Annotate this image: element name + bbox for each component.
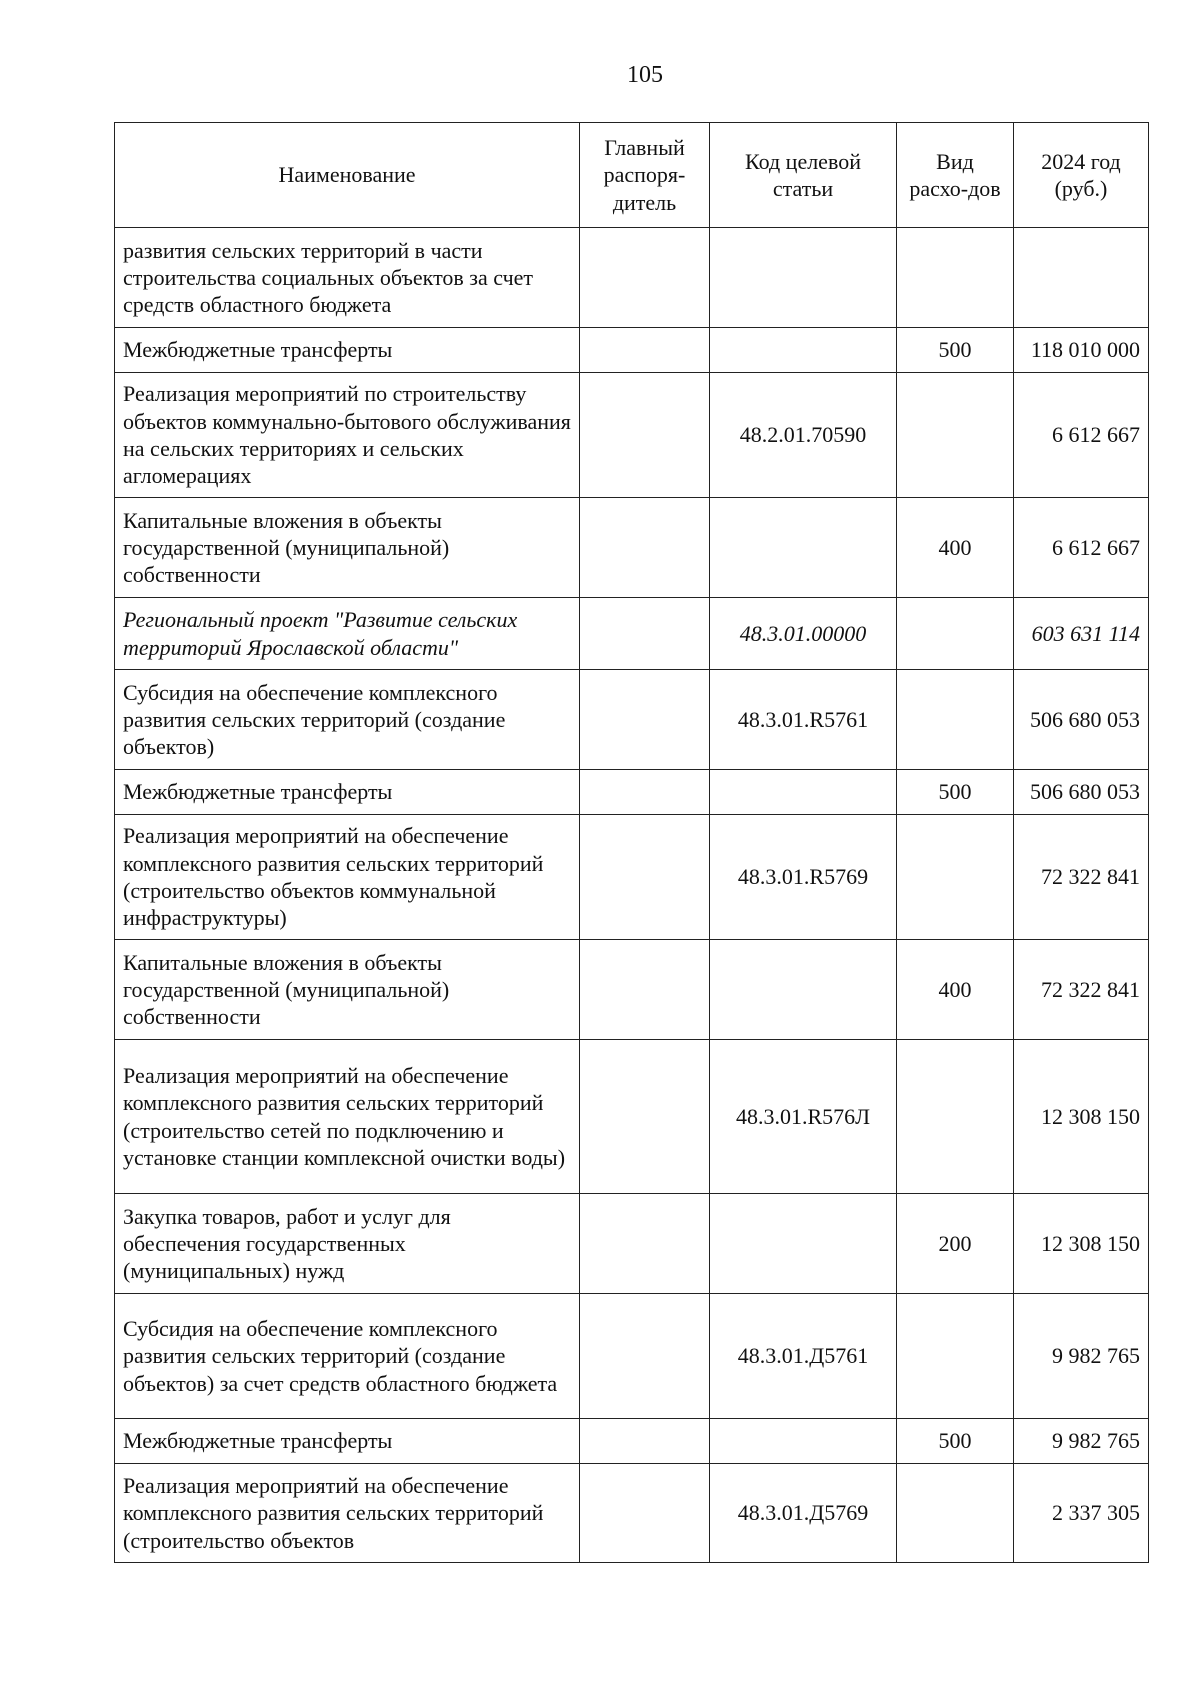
row-name: развития сельских территорий в части строительства социальных объектов за счет средств областного бюджета [115, 228, 580, 328]
row-admin [580, 1194, 710, 1294]
row-code [710, 1194, 897, 1294]
table-row [115, 770, 1149, 815]
row-amount: 6 612 667 [1014, 373, 1149, 498]
header-code: Код целевой статьи [710, 123, 897, 228]
table-row [115, 1294, 1149, 1419]
row-type [897, 1040, 1014, 1194]
row-name: Реализация мероприятий на обеспечение комплексного развития сельских территорий (строительство объектов коммунальной инфраструктуры) [115, 815, 580, 940]
row-admin [580, 670, 710, 770]
table-row [115, 598, 1149, 670]
row-admin [580, 228, 710, 328]
row-code [710, 228, 897, 328]
row-code [710, 328, 897, 373]
table-row [115, 328, 1149, 373]
row-amount [1014, 228, 1149, 328]
row-code: 48.3.01.R5769 [710, 815, 897, 940]
row-admin [580, 1294, 710, 1419]
row-type [897, 670, 1014, 770]
row-admin [580, 815, 710, 940]
row-code: 48.3.01.Д5761 [710, 1294, 897, 1419]
row-code [710, 770, 897, 815]
table-row [115, 940, 1149, 1040]
row-code: 48.3.01.00000 [710, 598, 897, 670]
header-admin: Главный распоря-дитель [580, 123, 710, 228]
row-type [897, 598, 1014, 670]
row-code: 48.3.01.R5761 [710, 670, 897, 770]
row-admin [580, 373, 710, 498]
row-type [897, 373, 1014, 498]
table-row [115, 373, 1149, 498]
header-type: Вид расхо-дов [897, 123, 1014, 228]
table-row [115, 815, 1149, 940]
row-code [710, 1419, 897, 1464]
row-type [897, 1464, 1014, 1563]
row-code: 48.3.01.R576Л [710, 1040, 897, 1194]
row-amount: 72 322 841 [1014, 815, 1149, 940]
row-amount: 9 982 765 [1014, 1294, 1149, 1419]
row-name: Межбюджетные трансферты [115, 328, 580, 373]
row-type: 400 [897, 940, 1014, 1040]
row-amount: 12 308 150 [1014, 1040, 1149, 1194]
table-header-row [115, 123, 1149, 228]
row-amount: 506 680 053 [1014, 670, 1149, 770]
row-type [897, 815, 1014, 940]
header-amount: 2024 год (руб.) [1014, 123, 1149, 228]
header-name: Наименование [115, 123, 580, 228]
page-number: 105 [627, 62, 663, 88]
row-amount: 72 322 841 [1014, 940, 1149, 1040]
table-row [115, 1419, 1149, 1464]
row-name: Капитальные вложения в объекты государственной (муниципальной) собственности [115, 498, 580, 598]
table-row [115, 1040, 1149, 1194]
row-type: 200 [897, 1194, 1014, 1294]
table-row [115, 670, 1149, 770]
row-amount: 6 612 667 [1014, 498, 1149, 598]
table-row [115, 1464, 1149, 1563]
budget-table [114, 122, 1149, 1563]
row-code [710, 940, 897, 1040]
row-name: Субсидия на обеспечение комплексного развития сельских территорий (создание объектов) [115, 670, 580, 770]
row-admin [580, 1464, 710, 1563]
row-admin [580, 770, 710, 815]
row-amount: 2 337 305 [1014, 1464, 1149, 1563]
row-type: 500 [897, 1419, 1014, 1464]
row-name: Реализация мероприятий по строительству объектов коммунально-бытового обслуживания на сельских территориях и сельских агломерациях [115, 373, 580, 498]
row-name: Межбюджетные трансферты [115, 1419, 580, 1464]
row-type: 500 [897, 328, 1014, 373]
row-amount: 603 631 114 [1014, 598, 1149, 670]
row-amount: 9 982 765 [1014, 1419, 1149, 1464]
row-admin [580, 598, 710, 670]
row-code: 48.2.01.70590 [710, 373, 897, 498]
row-amount: 118 010 000 [1014, 328, 1149, 373]
row-admin [580, 498, 710, 598]
table-row [115, 1194, 1149, 1294]
row-name: Реализация мероприятий на обеспечение комплексного развития сельских территорий (строительство сетей по подключению и установке станции комплексной очистки воды) [115, 1040, 580, 1194]
row-name: Закупка товаров, работ и услуг для обеспечения государственных (муниципальных) нужд [115, 1194, 580, 1294]
row-name: Капитальные вложения в объекты государственной (муниципальной) собственности [115, 940, 580, 1040]
row-admin [580, 1040, 710, 1194]
row-admin [580, 940, 710, 1040]
row-amount: 12 308 150 [1014, 1194, 1149, 1294]
row-code [710, 498, 897, 598]
row-admin [580, 328, 710, 373]
row-amount: 506 680 053 [1014, 770, 1149, 815]
row-type: 400 [897, 498, 1014, 598]
table-row [115, 228, 1149, 328]
row-name: Межбюджетные трансферты [115, 770, 580, 815]
row-type: 500 [897, 770, 1014, 815]
row-name: Региональный проект "Развитие сельских территорий Ярославской области" [115, 598, 580, 670]
row-type [897, 228, 1014, 328]
row-name: Субсидия на обеспечение комплексного развития сельских территорий (создание объектов) за счет средств областного бюджета [115, 1294, 580, 1419]
row-name: Реализация мероприятий на обеспечение комплексного развития сельских территорий (строительство объектов [115, 1464, 580, 1563]
table-row [115, 498, 1149, 598]
row-code: 48.3.01.Д5769 [710, 1464, 897, 1563]
row-type [897, 1294, 1014, 1419]
row-admin [580, 1419, 710, 1464]
